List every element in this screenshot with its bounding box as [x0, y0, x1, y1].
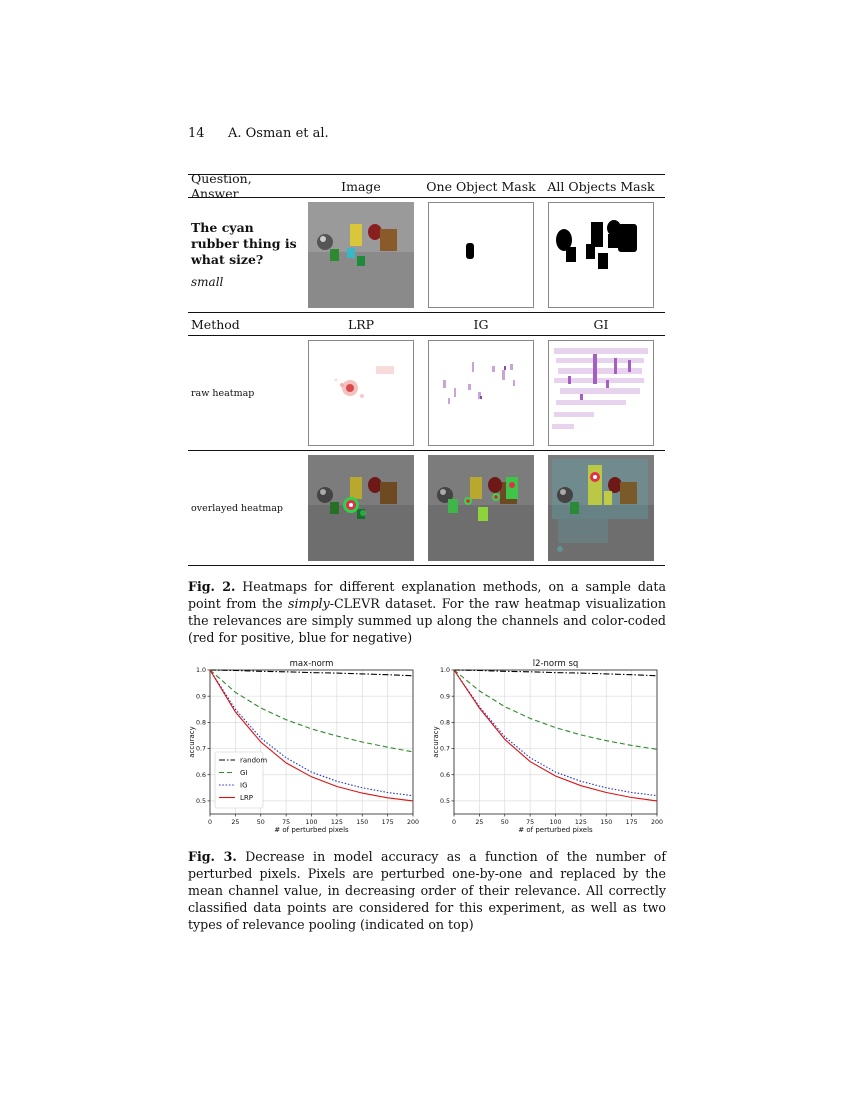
x-axis-label: # of perturbed pixels: [518, 826, 593, 834]
ig-raw-heatmap: [428, 340, 534, 446]
y-tick-label: 1.0: [439, 667, 450, 675]
x-tick-label: 50: [500, 819, 509, 826]
header-question-answer: Question, Answer: [191, 171, 252, 201]
all-objects-mask: [548, 202, 654, 308]
overlayed-heatmap-label: overlayed heatmap: [191, 502, 284, 514]
legend-label: LRP: [240, 793, 253, 802]
figure-2-table: [188, 171, 665, 566]
gi-overlay-heatmap: [548, 455, 654, 561]
chart-title: max-norm: [289, 659, 334, 669]
one-object-mask: [428, 202, 534, 308]
legend-label: random: [240, 756, 268, 765]
figure-2-caption: [188, 578, 666, 646]
y-tick-label: 0.5: [195, 798, 206, 806]
x-tick-label: 175: [381, 819, 394, 826]
header-image: Image: [341, 178, 381, 194]
x-tick-label: 150: [356, 819, 369, 826]
x-tick-label: 50: [256, 819, 265, 826]
y-axis-label: accuracy: [432, 726, 440, 758]
y-axis-label: accuracy: [188, 726, 196, 758]
header-one-object-mask: One Object Mask: [426, 178, 536, 194]
x-tick-label: 75: [526, 819, 535, 826]
gi-raw-heatmap: [548, 340, 654, 446]
y-tick-label: 0.7: [195, 745, 206, 753]
sample-row: [188, 198, 665, 312]
x-tick-label: 75: [282, 819, 291, 826]
x-tick-label: 125: [574, 819, 587, 826]
x-tick-label: 200: [406, 819, 420, 826]
header-ig: IG: [473, 316, 489, 332]
figure-3-caption-text: Decrease in model accuracy as a function of the number of perturbed pixels. Pixels are perturbed one-by-one and replaced by the mean channel value, in decreasing order of their relevance. All correctly classified data points are considered for this experiment, as well as two types of relevance pooling (indicated on top): [188, 849, 666, 932]
overlayed-heatmap-row: [188, 451, 665, 565]
header-gi: GI: [593, 316, 609, 332]
y-tick-label: 0.9: [195, 693, 206, 701]
figure-2-caption-text-2: -CLEVR dataset. For the raw heatmap visualization the relevances are simply summed up along the channels and color-coded (red for positive, blue for negative): [188, 596, 666, 645]
y-tick-label: 0.5: [439, 798, 450, 806]
header-lrp: LRP: [347, 316, 375, 332]
x-tick-label: 125: [330, 819, 343, 826]
chart-max-norm: [186, 656, 426, 834]
y-tick-label: 0.6: [195, 771, 206, 779]
method-header-row: [188, 313, 665, 335]
page-number: 14: [188, 126, 205, 141]
y-tick-label: 0.9: [439, 693, 450, 701]
chart-l2-norm-sq: [430, 656, 670, 834]
x-tick-label: 150: [600, 819, 613, 826]
legend-label: IG: [240, 781, 248, 790]
header-method: Method: [191, 316, 240, 332]
chart-title: l2-norm sq: [532, 659, 579, 669]
y-tick-label: 1.0: [195, 667, 206, 675]
figure-2-caption-italic: simply: [288, 596, 330, 611]
legend-label: GI: [240, 768, 248, 777]
lrp-raw-heatmap: [308, 340, 414, 446]
x-tick-label: 200: [650, 819, 664, 826]
figure-2-caption-text-1: Heatmaps for different explanation methods, on a sample data point from the: [188, 579, 666, 611]
y-tick-label: 0.8: [195, 719, 206, 727]
header-all-objects-mask: All Objects Mask: [547, 178, 655, 194]
x-tick-label: 25: [475, 819, 484, 826]
table-header-row: [188, 171, 665, 201]
raw-heatmap-label: raw heatmap: [191, 387, 255, 399]
x-tick-label: 100: [549, 819, 562, 826]
y-tick-label: 0.7: [439, 745, 450, 753]
figure-3-caption-label: Fig. 3.: [188, 849, 237, 864]
lrp-overlay-heatmap: [308, 455, 414, 561]
x-tick-label: 100: [305, 819, 318, 826]
x-tick-label: 0: [207, 819, 213, 826]
x-tick-label: 25: [231, 819, 240, 826]
x-tick-label: 175: [625, 819, 638, 826]
figure-2-caption-label: Fig. 2.: [188, 579, 236, 594]
figure-3-caption: [188, 848, 666, 933]
page-header: [188, 126, 329, 141]
y-tick-label: 0.6: [439, 771, 450, 779]
raw-heatmap-row: [188, 336, 665, 450]
question-text: The cyan rubber thing is what size?: [191, 220, 297, 267]
y-tick-label: 0.8: [439, 719, 450, 727]
running-authors: A. Osman et al.: [228, 126, 329, 141]
x-tick-label: 0: [451, 819, 457, 826]
question-cell: [188, 220, 301, 290]
answer-text: small: [191, 275, 224, 289]
clevr-scene-image: [308, 202, 414, 308]
ig-overlay-heatmap: [428, 455, 534, 561]
x-axis-label: # of perturbed pixels: [274, 826, 349, 834]
